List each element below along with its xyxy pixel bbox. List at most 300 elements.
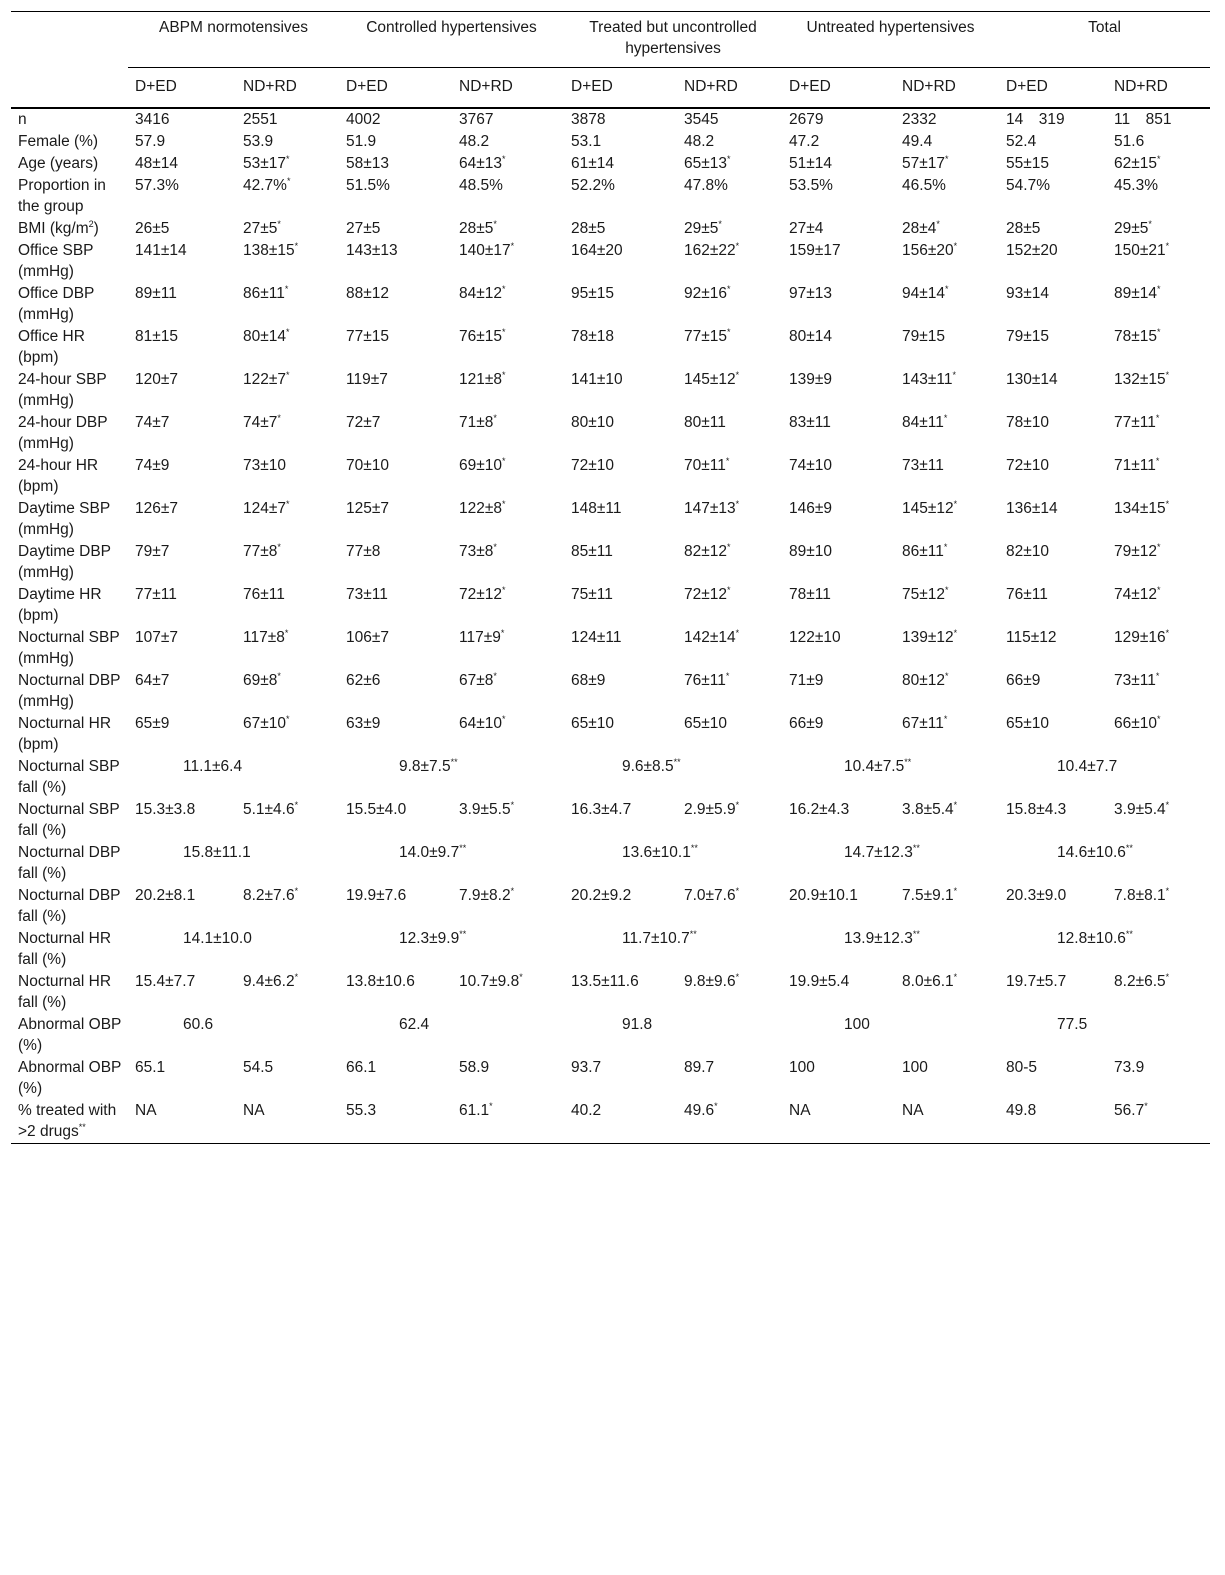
cell-value: 58±13: [346, 155, 389, 172]
cell-value: 19.7±5.7: [1006, 973, 1067, 990]
subheader-d-ed: D+ED: [789, 78, 831, 95]
cell-value: 141±10: [571, 371, 623, 388]
cell-value: 78±18: [571, 328, 614, 345]
table-row: [11, 1057, 1210, 1100]
subheader-d-ed: D+ED: [346, 78, 388, 95]
data-cell: [782, 283, 895, 326]
data-cell: [236, 108, 339, 131]
data-cell: [128, 1057, 236, 1100]
cell-value: 65.1: [135, 1059, 166, 1076]
cell-value: 14 319: [1006, 111, 1065, 128]
cell-value: 65±10: [571, 715, 614, 732]
row-label: [11, 1014, 128, 1057]
data-cell: [452, 885, 564, 928]
data-cell: [999, 498, 1107, 541]
cell-value: 46.5%: [902, 177, 946, 194]
corner-cell: [11, 12, 128, 109]
row-label-text: Nocturnal SBP fall (%): [18, 758, 120, 796]
data-cell: [895, 971, 999, 1014]
data-cell: [128, 713, 236, 756]
cell-value: 164±20: [571, 242, 623, 259]
cell-value: 27±5: [346, 220, 381, 237]
cell-value: 106±7: [346, 629, 389, 646]
data-cell: [564, 799, 677, 842]
data-cell: [1107, 108, 1210, 131]
abpm-comparison-table: [11, 11, 1210, 1144]
data-cell: [564, 885, 677, 928]
significance-marker: *: [1165, 499, 1170, 509]
row-label: [11, 369, 128, 412]
cell-value: 53±17: [243, 155, 286, 172]
cell-value: 53.9: [243, 133, 274, 150]
cell-value: 78±11: [789, 586, 831, 603]
cell-value: 3545: [684, 111, 719, 128]
cell-value: 48.5%: [459, 177, 503, 194]
cell-value: 91.8: [622, 1016, 653, 1033]
cell-value: 124±11: [571, 629, 622, 646]
significance-marker: *: [725, 456, 730, 466]
cell-value: 81±15: [135, 328, 178, 345]
cell-value: 10.7±9.8: [459, 973, 520, 990]
group-header-untreated-hypertensives: Untreated hypertensives: [782, 12, 999, 68]
significance-marker: *: [714, 1101, 718, 1111]
row-label: [11, 756, 128, 799]
cell-value: 48.2: [684, 133, 715, 150]
cell-value: 73.9: [1114, 1059, 1145, 1076]
significance-marker: *: [1165, 972, 1170, 982]
cell-value: 57.3%: [135, 177, 179, 194]
subheader-row: [11, 68, 1210, 109]
row-label-text: 24-hour HR (bpm): [18, 457, 99, 495]
data-cell: [1107, 369, 1210, 412]
data-cell: [339, 627, 452, 670]
significance-marker: *: [502, 327, 506, 337]
table-row: [11, 412, 1210, 455]
cell-value: 67±11: [902, 715, 944, 732]
cell-value: 51.5%: [346, 177, 390, 194]
cell-value: 9.4±6.2: [243, 973, 295, 990]
data-cell: [564, 455, 677, 498]
data-cell: [339, 218, 452, 240]
significance-marker: **: [912, 843, 920, 853]
cell-value: 8.0±6.1: [902, 973, 954, 990]
table-row: [11, 108, 1210, 131]
data-cell: [236, 799, 339, 842]
significance-marker: *: [277, 542, 281, 552]
data-cell: [677, 455, 782, 498]
data-cell: [677, 412, 782, 455]
cell-value: 27±4: [789, 220, 824, 237]
table-row: [11, 283, 1210, 326]
cell-value: 64±10: [459, 715, 502, 732]
cell-value: 71±9: [789, 672, 824, 689]
merged-cell: [339, 842, 564, 885]
cell-value: 85±11: [571, 543, 613, 560]
data-cell: [895, 175, 999, 218]
data-cell: [236, 971, 339, 1014]
cell-value: 142±14: [684, 629, 736, 646]
data-cell: [564, 713, 677, 756]
cell-value: 117±9: [459, 629, 501, 646]
data-cell: [677, 240, 782, 283]
data-cell: [677, 326, 782, 369]
significance-marker: *: [277, 219, 281, 229]
cell-value: 143±13: [346, 242, 398, 259]
row-label: [11, 1100, 128, 1144]
table-row: [11, 218, 1210, 240]
merged-cell: [128, 756, 339, 799]
data-cell: [339, 455, 452, 498]
data-cell: [677, 498, 782, 541]
row-label-text: Female (%): [18, 133, 99, 150]
data-cell: [782, 412, 895, 455]
data-cell: [236, 175, 339, 218]
data-cell: [782, 153, 895, 175]
data-cell: [895, 283, 999, 326]
data-cell: [128, 283, 236, 326]
data-cell: [999, 131, 1107, 153]
subheader-nd-rd: ND+RD: [684, 78, 738, 95]
cell-value: 49.6: [684, 1102, 715, 1119]
cell-value: 51±14: [789, 155, 833, 172]
significance-marker: *: [735, 886, 740, 896]
table-row: [11, 541, 1210, 584]
data-cell: [782, 498, 895, 541]
row-label: [11, 670, 128, 713]
cell-value: 73±8: [459, 543, 494, 560]
data-cell: [895, 131, 999, 153]
data-cell: [564, 369, 677, 412]
cell-value: 145±12: [684, 371, 736, 388]
row-label: [11, 153, 128, 175]
data-cell: [1107, 412, 1210, 455]
cell-value: 76±11: [243, 586, 285, 603]
cell-value: 84±11: [902, 414, 944, 431]
significance-marker: *: [519, 972, 523, 982]
significance-marker: *: [1165, 241, 1170, 251]
table-row: [11, 799, 1210, 842]
cell-value: 78±10: [1006, 414, 1050, 431]
table-row: [11, 584, 1210, 627]
data-cell: [564, 971, 677, 1014]
cell-value: 71±8: [459, 414, 494, 431]
data-cell: [999, 175, 1107, 218]
row-label-text: Age (years): [18, 155, 99, 172]
data-cell: [564, 498, 677, 541]
data-cell: [452, 283, 564, 326]
row-label-text: 24-hour DBP (mmHg): [18, 414, 108, 452]
cell-value: 3767: [459, 111, 494, 128]
data-cell: [236, 240, 339, 283]
significance-marker: *: [286, 499, 290, 509]
cell-value: 86±11: [902, 543, 944, 560]
merged-cell: [128, 928, 339, 971]
cell-value: 79±15: [902, 328, 946, 345]
significance-marker: **: [459, 929, 467, 939]
data-cell: [1107, 799, 1210, 842]
merged-cell: [128, 842, 339, 885]
data-cell: [1107, 1100, 1210, 1144]
data-cell: [999, 283, 1107, 326]
cell-value: 89±10: [789, 543, 833, 560]
cell-value: 2551: [243, 111, 278, 128]
subheader-d-ed: D+ED: [1006, 78, 1048, 95]
significance-marker: *: [277, 671, 281, 681]
table-row: [11, 369, 1210, 412]
cell-value: 150±21: [1114, 242, 1166, 259]
cell-value: 13.8±10.6: [346, 973, 415, 990]
significance-marker: *: [727, 585, 731, 595]
row-label-sup: 2: [88, 219, 94, 229]
data-cell: [895, 885, 999, 928]
cell-value: 66±10: [1114, 715, 1158, 732]
data-cell: [236, 1057, 339, 1100]
data-cell: [782, 799, 895, 842]
data-cell: [339, 670, 452, 713]
subheader-nd-rd: ND+RD: [1114, 78, 1168, 95]
cell-value: 68±9: [571, 672, 606, 689]
significance-marker: *: [1165, 800, 1170, 810]
data-cell: [339, 240, 452, 283]
data-cell: [452, 240, 564, 283]
cell-value: 62±15: [1114, 155, 1158, 172]
significance-marker: *: [725, 671, 730, 681]
cell-value: 115±12: [1006, 629, 1057, 646]
cell-value: 82±12: [684, 543, 727, 560]
row-label-text: Office HR (bpm): [18, 328, 85, 366]
cell-value: 121±8: [459, 371, 502, 388]
cell-value: 100: [902, 1059, 928, 1076]
merged-cell: [782, 1014, 999, 1057]
data-cell: [452, 1057, 564, 1100]
data-cell: [782, 670, 895, 713]
table-row: [11, 175, 1210, 218]
cell-value: 28±4: [902, 220, 937, 237]
significance-marker: **: [1125, 843, 1133, 853]
cell-value: 120±7: [135, 371, 178, 388]
cell-value: 80±14: [243, 328, 286, 345]
significance-marker: *: [1165, 370, 1170, 380]
significance-marker: *: [1144, 1101, 1148, 1111]
data-cell: [128, 885, 236, 928]
data-cell: [564, 541, 677, 584]
cell-value: 67±10: [243, 715, 286, 732]
cell-value: 80±10: [571, 414, 614, 431]
cell-value: 14.1±10.0: [183, 930, 252, 947]
data-cell: [999, 240, 1107, 283]
data-cell: [895, 799, 999, 842]
table-body: [11, 108, 1210, 1144]
data-cell: [677, 131, 782, 153]
cell-value: 130±14: [1006, 371, 1058, 388]
row-label-text: Daytime SBP (mmHg): [18, 500, 110, 538]
cell-value: 100: [844, 1016, 870, 1033]
cell-value: 156±20: [902, 242, 954, 259]
data-cell: [236, 153, 339, 175]
row-label: [11, 842, 128, 885]
cell-value: 89.7: [684, 1059, 715, 1076]
table-row: [11, 885, 1210, 928]
row-label: [11, 928, 128, 971]
significance-marker: *: [953, 886, 958, 896]
row-label: [11, 713, 128, 756]
data-cell: [452, 971, 564, 1014]
cell-value: 3878: [571, 111, 606, 128]
data-cell: [236, 885, 339, 928]
row-label: [11, 131, 128, 153]
cell-value: 12.3±9.9: [399, 930, 460, 947]
row-label-text: Nocturnal DBP fall (%): [18, 844, 121, 882]
data-cell: [339, 326, 452, 369]
cell-value: 62.4: [399, 1016, 430, 1033]
significance-marker: *: [502, 499, 506, 509]
group-header-total: Total: [999, 12, 1210, 68]
cell-value: 7.8±8.1: [1114, 887, 1166, 904]
row-label: [11, 175, 128, 218]
row-label: [11, 1057, 128, 1100]
data-cell: [339, 885, 452, 928]
cell-value: 93.7: [571, 1059, 602, 1076]
data-cell: [782, 218, 895, 240]
cell-value: 148±11: [571, 500, 622, 517]
data-cell: [452, 670, 564, 713]
data-cell: [128, 218, 236, 240]
cell-value: 64±7: [135, 672, 170, 689]
data-cell: [452, 108, 564, 131]
data-cell: [128, 369, 236, 412]
cell-value: 136±14: [1006, 500, 1058, 517]
row-label: [11, 455, 128, 498]
cell-value: 14.7±12.3: [844, 844, 913, 861]
cell-value: 141±14: [135, 242, 187, 259]
significance-marker: *: [1155, 413, 1160, 423]
significance-marker: *: [945, 671, 949, 681]
row-label-text: Office SBP (mmHg): [18, 242, 94, 280]
cell-value: 15.8±4.3: [1006, 801, 1067, 818]
merged-cell: [564, 1014, 782, 1057]
data-cell: [236, 283, 339, 326]
data-cell: [999, 971, 1107, 1014]
row-label-tail: ): [93, 220, 99, 237]
cell-value: 77±15: [684, 328, 727, 345]
cell-value: 72±12: [684, 586, 727, 603]
significance-marker: *: [284, 284, 289, 294]
data-cell: [236, 627, 339, 670]
data-cell: [339, 1057, 452, 1100]
data-cell: [236, 326, 339, 369]
table-row: [11, 455, 1210, 498]
data-cell: [128, 326, 236, 369]
significance-marker: *: [286, 327, 290, 337]
data-cell: [564, 326, 677, 369]
significance-marker: *: [1157, 327, 1161, 337]
row-label-sup: **: [78, 1122, 86, 1132]
cell-value: 152±20: [1006, 242, 1058, 259]
significance-marker: *: [943, 542, 948, 552]
cell-value: 66±9: [789, 715, 824, 732]
data-cell: [1107, 971, 1210, 1014]
significance-marker: *: [1165, 628, 1170, 638]
data-cell: [999, 885, 1107, 928]
cell-value: 132±15: [1114, 371, 1166, 388]
cell-value: 11.1±6.4: [183, 758, 243, 775]
data-cell: [677, 670, 782, 713]
data-cell: [1107, 584, 1210, 627]
cell-value: 69±10: [459, 457, 502, 474]
data-cell: [339, 971, 452, 1014]
subheader-nd-rd: ND+RD: [902, 78, 956, 95]
data-cell: [128, 627, 236, 670]
significance-marker: *: [945, 284, 949, 294]
data-cell: [1107, 670, 1210, 713]
merged-cell: [564, 842, 782, 885]
subheader-nd-rd: ND+RD: [243, 78, 297, 95]
row-label-text: % treated with >2 drugs: [18, 1102, 117, 1140]
cell-value: 8.2±6.5: [1114, 973, 1166, 990]
significance-marker: *: [735, 499, 740, 509]
data-cell: [339, 498, 452, 541]
cell-value: 54.7%: [1006, 177, 1050, 194]
cell-value: 72±7: [346, 414, 381, 431]
row-label: [11, 326, 128, 369]
cell-value: 61.1: [459, 1102, 490, 1119]
significance-marker: **: [689, 929, 697, 939]
cell-value: 79±12: [1114, 543, 1158, 560]
cell-value: 60.6: [183, 1016, 214, 1033]
significance-marker: *: [952, 370, 956, 380]
significance-marker: *: [1165, 886, 1170, 896]
cell-value: 93±14: [1006, 285, 1050, 302]
data-cell: [1107, 885, 1210, 928]
data-cell: [895, 627, 999, 670]
cell-value: 16.2±4.3: [789, 801, 850, 818]
row-label: [11, 799, 128, 842]
significance-marker: **: [904, 757, 912, 767]
significance-marker: *: [286, 370, 290, 380]
row-label: [11, 240, 128, 283]
cell-value: 3416: [135, 111, 170, 128]
significance-marker: *: [493, 671, 497, 681]
significance-marker: *: [493, 413, 497, 423]
data-cell: [782, 885, 895, 928]
table-row: [11, 670, 1210, 713]
cell-value: 54.5: [243, 1059, 274, 1076]
table-row: [11, 153, 1210, 175]
cell-value: 62±6: [346, 672, 381, 689]
data-cell: [677, 1057, 782, 1100]
significance-marker: *: [502, 714, 506, 724]
significance-marker: **: [690, 843, 698, 853]
row-label-text: Nocturnal SBP (mmHg): [18, 629, 120, 667]
cell-value: 66.1: [346, 1059, 377, 1076]
cell-value: 139±12: [902, 629, 954, 646]
data-cell: [895, 670, 999, 713]
data-cell: [452, 799, 564, 842]
cell-value: 48±14: [135, 155, 178, 172]
significance-marker: *: [493, 542, 497, 552]
row-label-text: Nocturnal HR fall (%): [18, 973, 112, 1011]
data-cell: [452, 153, 564, 175]
cell-value: 28±5: [571, 220, 606, 237]
cell-value: 20.3±9.0: [1006, 887, 1067, 904]
data-cell: [236, 670, 339, 713]
significance-marker: *: [735, 972, 740, 982]
data-cell: [677, 175, 782, 218]
cell-value: 19.9±5.4: [789, 973, 850, 990]
cell-value: NA: [243, 1102, 265, 1119]
data-cell: [999, 369, 1107, 412]
data-cell: [339, 713, 452, 756]
